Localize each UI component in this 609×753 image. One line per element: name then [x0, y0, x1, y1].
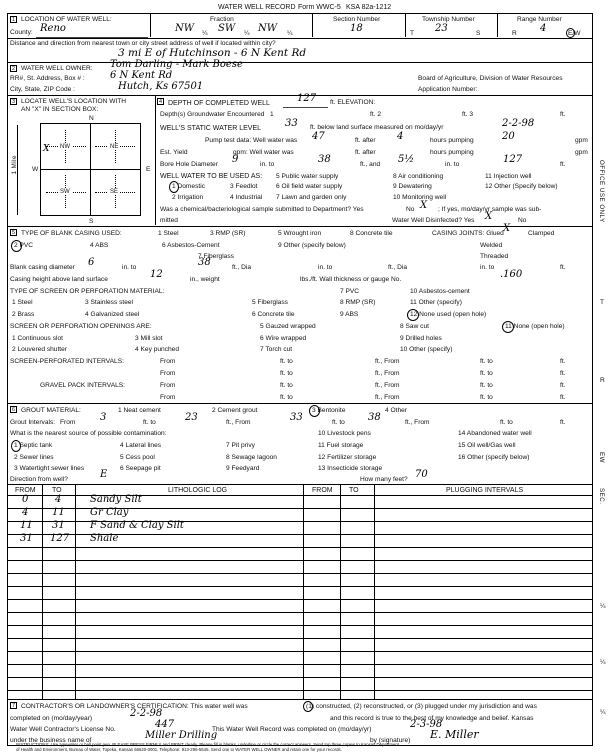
opening-10[interactable]: 10 Other (specify) [400, 346, 453, 353]
direction-label: Direction from well? [10, 476, 68, 483]
side-quarter-2: ¼ [600, 659, 606, 666]
static-level-value[interactable]: 33 [285, 118, 298, 129]
casing-4[interactable]: 4 ABS [90, 242, 109, 249]
casing-2[interactable]: 2 PVC [14, 242, 34, 249]
perf-ft-2: ft., From [375, 370, 400, 377]
perf-ft3-2: ft. [560, 370, 566, 377]
log-row-3-desc[interactable]: F Sand & Clay Silt [90, 520, 184, 531]
log-row-2-from[interactable]: 4 [22, 507, 29, 518]
casing-label: TYPE OF BLANK CASING USED: [21, 230, 122, 237]
quarter-2: ¼ [244, 30, 250, 37]
screen-11[interactable]: 11 Other (specify) [410, 299, 462, 306]
contam-4[interactable]: 4 Lateral lines [120, 442, 162, 449]
bore-to-2[interactable]: 127 [503, 154, 523, 165]
gravel-intervals-label: GRAVEL PACK INTERVALS: [40, 382, 126, 389]
casing-3[interactable]: 3 RMP (SR) [210, 230, 246, 237]
diameter-label: Blank casing diameter [10, 264, 75, 271]
address-label: RR#, St. Address, Box # : [10, 75, 85, 82]
screen-9[interactable]: 9 ABS [340, 311, 359, 318]
plugging-intervals-header: PLUGGING INTERVALS [446, 487, 524, 494]
quarter-1: ¼ [202, 30, 208, 37]
opening-4[interactable]: 4 Key punched [135, 346, 179, 353]
grout-to-value-2[interactable]: 38 [368, 412, 381, 423]
screen-label: TYPE OF SCREEN OR PERFORATION MATERIAL: [10, 288, 165, 295]
range-value[interactable]: 4 [540, 23, 547, 34]
grout-3[interactable]: 3 Bentonite [312, 407, 346, 414]
bore-in-to-2: in. to [445, 161, 460, 168]
opening-2[interactable]: 2 Louvered shutter [12, 346, 67, 353]
gw-1: 1 [270, 111, 274, 118]
gw-ft: ft. [560, 111, 566, 118]
application-label: Application Number: [418, 86, 478, 93]
screen-3[interactable]: 3 Stainless steel [85, 299, 134, 306]
bore-value[interactable]: 9 [232, 154, 239, 165]
gravel-ft3-1: ft. [560, 382, 566, 389]
s-label: S [476, 30, 481, 37]
elevation-label: ft. ELEVATION: [330, 99, 376, 106]
business-value[interactable]: Miller Drilling [145, 730, 218, 741]
gravel-to-2: ft. to [280, 394, 293, 401]
office-use-only: OFFICE USE ONLY [598, 160, 605, 223]
perf-ft-1: ft., From [375, 358, 400, 365]
grout-intervals-label: Grout Intervals: [10, 419, 56, 426]
direction-value[interactable]: E [100, 469, 108, 480]
side-sec: SEC. [598, 488, 605, 505]
casing-9[interactable]: 9 Other (specify below) [278, 242, 346, 249]
screen-10[interactable]: 10 Asbestos-cement [410, 288, 470, 295]
est-after: ft. after [355, 149, 376, 156]
city-label: City, State, ZIP Code : [10, 86, 75, 93]
west-label: W [32, 166, 39, 173]
bentonite-circle [309, 405, 320, 417]
section-6-number: 6 [11, 407, 16, 413]
section-5-number: 5 [11, 230, 16, 236]
use-5[interactable]: 5 Public water supply [276, 173, 339, 180]
gravel-from-2: From [160, 394, 176, 401]
township-value[interactable]: 23 [435, 23, 448, 34]
east-circle [566, 28, 575, 38]
height-value[interactable]: 12 [150, 269, 163, 280]
county-label: County: [10, 29, 33, 36]
diameter-value[interactable]: 6 [88, 257, 95, 268]
bore-to[interactable]: 38 [318, 154, 331, 165]
bore-in-to: in. to [260, 161, 275, 168]
owner-label: WATER WELL OWNER: [21, 65, 93, 72]
section-7-number: 7 [11, 703, 16, 709]
gi-to-2: ft. to [332, 419, 345, 426]
ne-label: NE [110, 144, 119, 150]
side-t: T [600, 299, 605, 306]
perf-ft2-2: ft. to [480, 370, 493, 377]
casing-threaded[interactable]: Threaded [480, 253, 509, 260]
record-value[interactable]: 2-3-98 [410, 719, 443, 730]
chem-mitted: mitted [160, 217, 178, 224]
pump-after: ft. after [355, 137, 376, 144]
est-hours-label: hours pumping [430, 149, 474, 156]
use-8[interactable]: 8 Air conditioning [393, 173, 444, 180]
gravel-ft2-1: ft. to [480, 382, 493, 389]
diameter-dia-1: ft., Dia [232, 264, 252, 271]
casing-clamped[interactable]: Clamped [528, 230, 555, 237]
south-label: S [89, 218, 94, 225]
pump-gpm-label: gpm [575, 137, 588, 144]
sw-label: SW [60, 189, 70, 195]
contamination-label: What is the nearest source of possible contamination: [10, 430, 167, 437]
constructed-circle [303, 701, 313, 712]
opening-11[interactable]: 11 None (open hole) [505, 323, 565, 330]
license-label: Water Well Contractor's License No. [10, 726, 116, 733]
fraction-label: Fraction [210, 16, 234, 23]
openings-label: SCREEN OR PERFORATION OPENINGS ARE: [10, 323, 152, 330]
grout-2[interactable]: 2 Cement grout [212, 407, 258, 414]
ksa-number: KSA 82a-1212 [346, 4, 392, 11]
perf-to-1: ft. to [280, 358, 293, 365]
opening-1[interactable]: 1 Continuous slot [12, 335, 63, 342]
license-value[interactable]: 447 [155, 719, 175, 730]
contam-11[interactable]: 11 Fuel storage [318, 442, 364, 449]
location-label: LOCATION OF WATER WELL: [21, 16, 112, 23]
use-9[interactable]: 9 Dewatering [393, 183, 432, 190]
screen-8[interactable]: 8 RMP (SR) [340, 299, 376, 306]
range-label: Range Number [517, 16, 562, 23]
distance-value[interactable]: 3 mi E of Hutchinson - 6 N Kent Rd [118, 47, 307, 59]
static-date[interactable]: 2-2-98 [502, 118, 535, 129]
chem-no: No [406, 206, 415, 213]
perforated-intervals-label: SCREEN-PERFORATED INTERVALS: [10, 358, 124, 365]
diameter-to[interactable]: 38 [198, 257, 211, 268]
nw-label: NW [60, 144, 70, 150]
gravel-ft3-2: ft. [560, 394, 566, 401]
use-6[interactable]: 6 Oil field water supply [276, 183, 343, 190]
contam-3[interactable]: 3 Watertight sewer lines [14, 465, 85, 472]
contam-5[interactable]: 5 Cess pool [120, 454, 155, 461]
screen-6[interactable]: 6 Concrete tile [252, 311, 295, 318]
log-from-header: FROM [15, 487, 36, 494]
casing-1[interactable]: 1 Steel [158, 230, 179, 237]
diameter-in-to: in. to [122, 264, 137, 271]
opening-7[interactable]: 7 Torch cut [260, 346, 293, 353]
true-text: and this record is true to the best of my knowledge and belief. Kansas [330, 715, 534, 722]
gi-ft: ft. [560, 419, 566, 426]
height-label: Casing height above land surface [10, 276, 108, 283]
use-4[interactable]: 4 Industrial [230, 194, 263, 201]
septic-circle [11, 440, 21, 452]
pump-hours-label: hours pumping [430, 137, 474, 144]
perf-to-2: ft. to [280, 370, 293, 377]
county-value[interactable]: Reno [40, 23, 66, 34]
chem-tail: ; If yes, mo/day/yr sample was sub- [438, 206, 542, 213]
certification-label: CONTRACTOR'S OR LANDOWNER'S CERTIFICATION: This water well was [21, 703, 248, 710]
bore-label: Bore Hole Diameter [160, 161, 218, 168]
gi-to-1: ft. to [143, 419, 156, 426]
gi-from-3: ft., From [405, 419, 430, 426]
fraction-2[interactable]: SW [218, 23, 236, 34]
opening-9[interactable]: 9 Drilled holes [400, 335, 442, 342]
log-row-4-to[interactable]: 127 [50, 533, 70, 544]
pump-hours[interactable]: 4 [397, 131, 404, 142]
use-7[interactable]: 7 Lawn and garden only [276, 194, 347, 201]
open-hole-circle [502, 321, 514, 333]
static-tail: ft. below land surface measured on mo/day/yr [310, 124, 444, 131]
contam-1[interactable]: 1 Septic tank [14, 442, 53, 449]
completed-label: completed on (mo/day/year) [10, 715, 93, 722]
use-10[interactable]: 10 Monitoring well [393, 194, 447, 201]
plug-to-header: TO [349, 487, 359, 494]
locate-label-2: AN "X" IN SECTION BOX: [21, 106, 99, 113]
township-label: Township Number [422, 16, 475, 23]
perf-from-2: From [160, 370, 176, 377]
screen-2[interactable]: 2 Brass [12, 311, 35, 318]
gi-from-1: From [60, 419, 76, 426]
ew-label: E/W [568, 30, 581, 37]
gauge-value[interactable]: .160 [500, 269, 523, 280]
section-4-number: 4 [158, 99, 163, 105]
lithologic-log-header: LITHOLOGIC LOG [168, 487, 228, 494]
use-3[interactable]: 3 Feedlot [230, 183, 258, 190]
city-value[interactable]: Hutch, Ks 67501 [118, 81, 204, 92]
bore-value-2[interactable]: 5½ [398, 154, 415, 165]
log-row-1-from[interactable]: 0 [22, 494, 29, 505]
t-label: T [410, 30, 415, 37]
completed-value[interactable]: 2-2-98 [130, 708, 163, 719]
instructions-2: of Health and Environment, Bureau of Water, Topeka, Kansas 66620-0001. Telephone: 913-296-5545. Send one to WATER WELL OWNER and retain one for your records. [16, 747, 342, 752]
side-quarter-3: ¼ [600, 709, 606, 716]
disinfected-label: Water Well Disinfected? Yes [392, 217, 475, 224]
section-value[interactable]: 18 [350, 23, 363, 34]
screen-12[interactable]: 12 None used (open hole) [410, 311, 487, 318]
form-title: WATER WELL RECORD [218, 4, 296, 11]
use-domestic-circle [169, 181, 179, 193]
log-row-1-to[interactable]: 4 [55, 494, 62, 505]
diameter-dia-2: ft., Dia [388, 264, 408, 271]
joints-x[interactable]: X [503, 223, 511, 234]
groundwater-label: Depth(s) Groundwater Encountered [160, 111, 265, 118]
use-11[interactable]: 11 Injection well [485, 173, 532, 180]
side-quarter-1: ¼ [600, 603, 606, 610]
fraction-3[interactable]: NW [258, 23, 278, 34]
casing-welded[interactable]: Welded [480, 242, 503, 249]
perf-from-1: From [160, 358, 176, 365]
r-label: R [512, 30, 517, 37]
use-2[interactable]: 2 Irrigation [172, 194, 204, 201]
perf-ft3-1: ft. [560, 358, 566, 365]
section-2-number: 2 [11, 66, 16, 72]
height-weight: in., weight [190, 276, 220, 283]
how-many-feet-label: How many feet? [360, 476, 408, 483]
side-ew: EW [598, 452, 605, 463]
bore-and: ft., and [360, 161, 381, 168]
est-gpm: gpm [575, 149, 588, 156]
pvc-circle [11, 240, 22, 252]
depth-value[interactable]: 127 [297, 93, 317, 104]
contam-12[interactable]: 12 Fertilizer storage [318, 454, 377, 461]
north-label: N [89, 115, 94, 122]
gravel-to-1: ft. to [280, 382, 293, 389]
gw-2: ft. 2 [370, 111, 381, 118]
east-label: E [146, 166, 151, 173]
est-gpm-label: gpm: Well water was [233, 149, 294, 156]
uses-label: WELL WATER TO BE USED AS: [160, 173, 263, 180]
opening-5[interactable]: 5 Gauzed wrapped [260, 323, 316, 330]
side-r: R [600, 377, 605, 384]
pump-label: Pump test data: Well water was [205, 137, 298, 144]
gravel-ft-2: ft., From [375, 394, 400, 401]
contam-6[interactable]: 6 Seepage pit [120, 465, 161, 472]
chem-x[interactable]: X [420, 200, 428, 211]
disinfected-x[interactable]: X [485, 211, 493, 222]
casing-8[interactable]: 8 Concrete tile [350, 230, 393, 237]
contam-8[interactable]: 8 Sewage lagoon [226, 454, 277, 461]
casing-5[interactable]: 5 Wrought iron [278, 230, 322, 237]
use-1[interactable]: 1 Domestic [172, 183, 205, 190]
plug-from-header: FROM [312, 487, 333, 494]
log-row-1-desc[interactable]: Sandy Silt [90, 494, 142, 505]
fraction-1[interactable]: NW [175, 23, 195, 34]
se-label: SE [110, 189, 119, 195]
contam-10[interactable]: 10 Livestock pens [318, 430, 371, 437]
casing-joints: CASING JOINTS: Glued [432, 230, 504, 237]
contam-15[interactable]: 15 Oil well/Gas well [458, 442, 516, 449]
screen-4[interactable]: 4 Galvanized steel [85, 311, 140, 318]
section-3-number: 3 [11, 99, 16, 105]
casing-7[interactable]: 7 Fiberglass [198, 253, 234, 260]
screen-1[interactable]: 1 Steel [12, 299, 33, 306]
contam-9[interactable]: 9 Feedyard [226, 465, 260, 472]
casing-6[interactable]: 6 Asbestos-Cement [162, 242, 220, 249]
grout-from-value-2[interactable]: 33 [290, 412, 303, 423]
gi-from-2: ft., From [226, 419, 251, 426]
grout-to-value[interactable]: 23 [185, 412, 198, 423]
static-level-label: WELL'S STATIC WATER LEVEL [160, 125, 262, 132]
signature-label: by (signature) [370, 737, 411, 744]
screen-5[interactable]: 5 Fiberglass [252, 299, 288, 306]
pump-value[interactable]: 47 [312, 131, 325, 142]
disinfected-no: No [518, 217, 527, 224]
form-number: Form WWC-5 [298, 4, 341, 11]
section-1-number: 1 [11, 17, 16, 23]
log-row-2-desc[interactable]: Gr Clay [90, 507, 129, 518]
opening-6[interactable]: 6 Wire wrapped [260, 335, 307, 342]
gravel-from-1: From [160, 382, 176, 389]
how-many-feet-value[interactable]: 70 [415, 469, 428, 480]
locate-label-1: LOCATE WELL'S LOCATION WITH [21, 98, 127, 105]
contam-13[interactable]: 13 Insecticide storage [318, 465, 383, 472]
opening-8[interactable]: 8 Saw cut [400, 323, 429, 330]
contam-16[interactable]: 16 Other (specify below) [458, 454, 530, 461]
log-row-4-desc[interactable]: Shale [90, 533, 119, 544]
record-text: This Water Well Record was completed on (mo/day/yr) [212, 726, 372, 733]
chem-label: Was a chemical/bacteriological sample submitted to Department? Yes [160, 206, 364, 213]
business-label: under the business name of [10, 737, 92, 744]
contam-2[interactable]: 2 Sewer lines [14, 454, 54, 461]
log-row-4-from[interactable]: 31 [20, 533, 33, 544]
gravel-ft2-2: ft. to [480, 394, 493, 401]
owner-value[interactable]: Tom Darling - Mark Boese [110, 59, 243, 70]
use-12[interactable]: 12 Other (Specify below) [485, 183, 558, 190]
pump-gpm[interactable]: 20 [502, 131, 515, 142]
log-row-3-to[interactable]: 31 [52, 520, 65, 531]
section-number-label: Section Number [333, 16, 381, 23]
quarter-3: ¼ [287, 30, 293, 37]
contam-7[interactable]: 7 Pit privy [226, 442, 255, 449]
height-lbsft: lbs./ft. Wall thickness or gauge No. [300, 276, 402, 283]
depth-label: DEPTH OF COMPLETED WELL [168, 100, 270, 107]
grout-4[interactable]: 4 Other [385, 407, 407, 414]
gravel-ft-1: ft., From [375, 382, 400, 389]
location-x-mark[interactable]: X [43, 144, 50, 154]
distance-label: Distance and direction from nearest town or city street address of well if located within city? [10, 40, 276, 47]
certification-options: (1) constructed, (2) reconstructed, or (3) plugged under my jurisdiction and was [306, 703, 537, 710]
address-value[interactable]: 6 N Kent Rd [110, 70, 173, 81]
bore-ft: ft. [560, 161, 566, 168]
diameter-ft: ft. [560, 264, 566, 271]
log-row-2-to[interactable]: 11 [52, 507, 65, 518]
none-used-circle [407, 309, 419, 321]
screen-7[interactable]: 7 PVC [340, 288, 360, 295]
mile-label: 1 Mile [11, 155, 18, 175]
diameter-in-to-3: in. to [480, 264, 495, 271]
gw-3: ft. 3 [462, 111, 473, 118]
log-to-header: TO [52, 487, 62, 494]
instructions-1: INSTRUCTIONS: Use typewriter or ball point pen. PLEASE PRESS FIRMLY and PRINT clearly. Please fill in blanks, underline or circle the correct answers. Send top three copies to Kansas Department [16, 742, 399, 747]
gi-to-3: ft. to [500, 419, 513, 426]
signature[interactable]: E. Miller [430, 728, 479, 741]
contam-14[interactable]: 14 Abandoned water well [458, 430, 532, 437]
grout-from-value[interactable]: 3 [100, 412, 107, 423]
opening-3[interactable]: 3 Mill slot [135, 335, 163, 342]
log-row-3-from[interactable]: 11 [20, 520, 33, 531]
perf-ft2-1: ft. to [480, 358, 493, 365]
grout-label: GROUT MATERIAL: [21, 407, 81, 414]
est-yield-label: Est. Yield [160, 149, 188, 156]
diameter-in-to-2: in. to [318, 264, 333, 271]
grout-1[interactable]: 1 Neat cement [118, 407, 161, 414]
board-label: Board of Agriculture, Division of Water Resources [418, 75, 563, 82]
